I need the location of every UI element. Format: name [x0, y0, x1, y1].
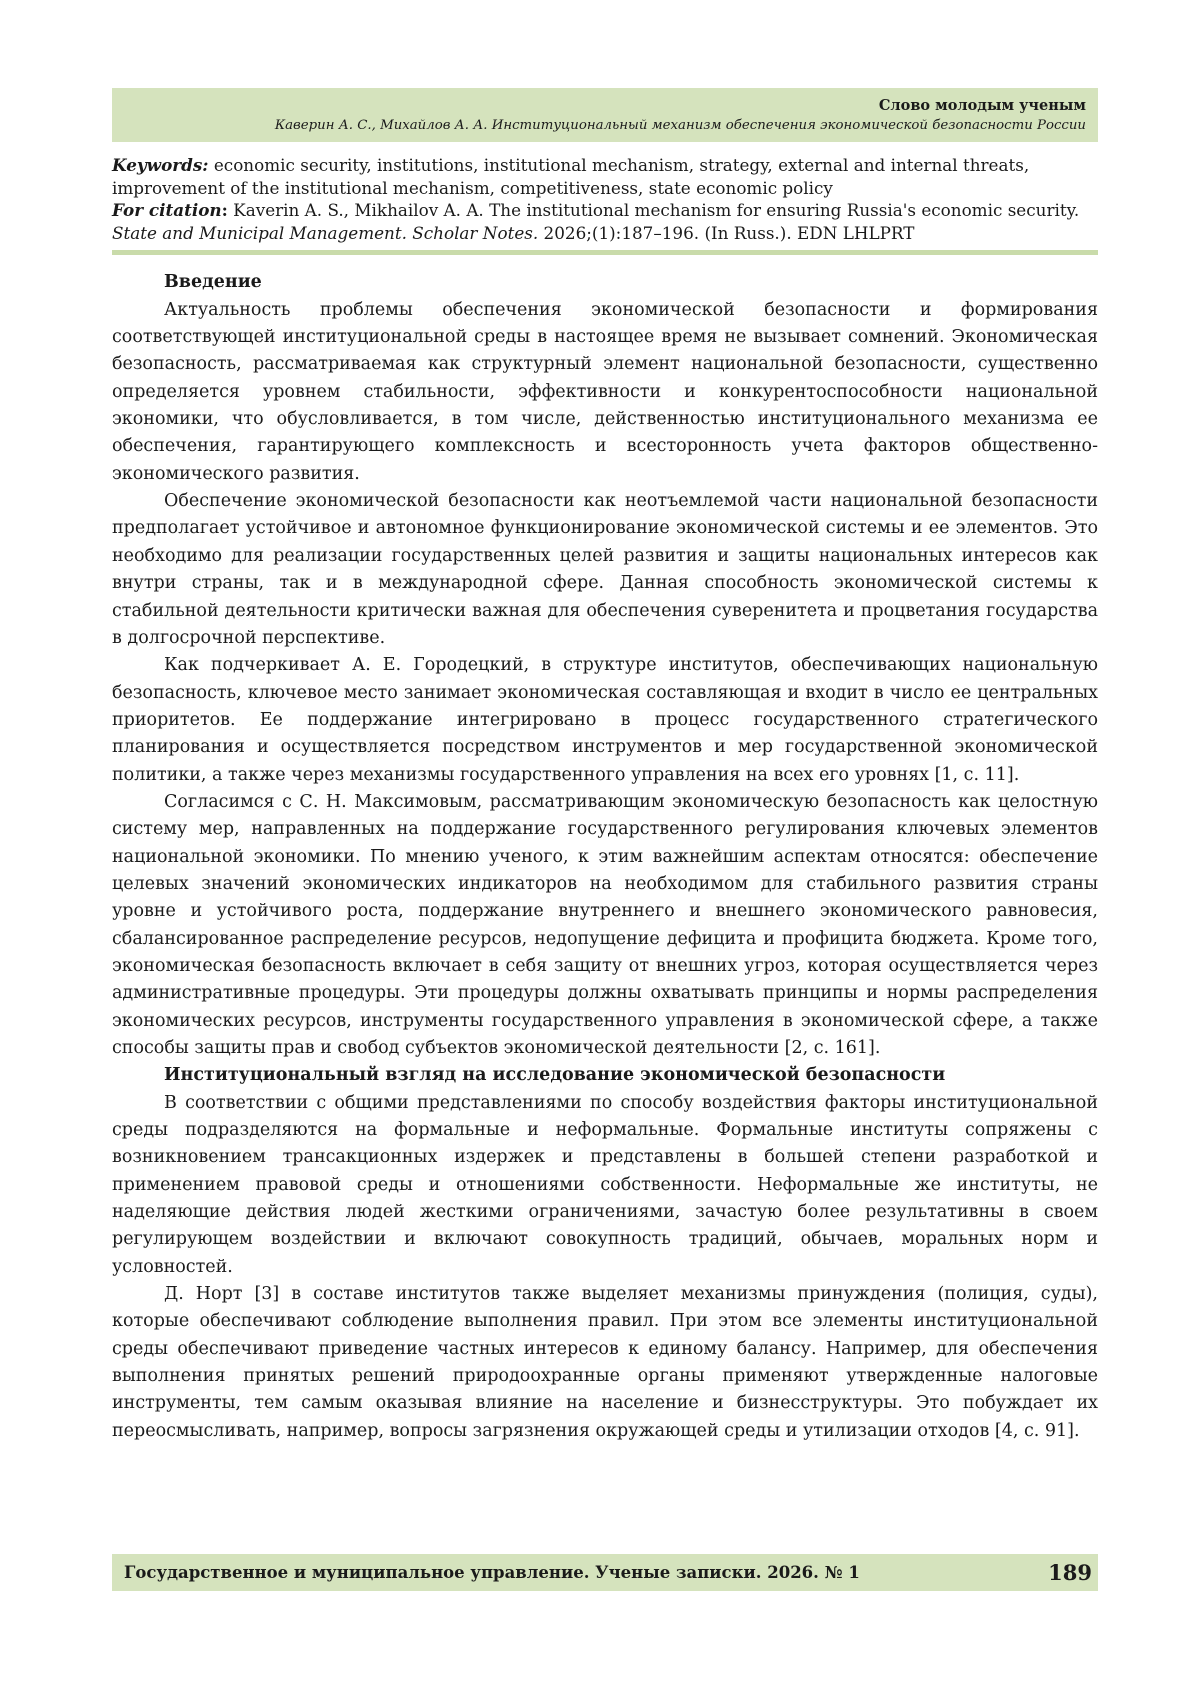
citation-label: For citation	[112, 200, 222, 221]
keywords-block	[112, 154, 1098, 199]
citation-journal: State and Municipal Management. Scholar Notes.	[112, 222, 539, 243]
citation-tail: 2026;(1):187–196. (In Russ.). EDN LHLPRT	[543, 222, 915, 243]
citation-block	[112, 199, 1098, 244]
paragraph: В соответствии с общими представлениями по способу воздействия факторы институциональной среды подразделяются на формальные и неформальные. Формальные институты сопряжены с возникновением трансакционных издержек и представлены в большей степени разработкой и применением правовой среды и отношениями собственности. Неформальные же институты, не наделяющие действия людей жесткими ограничениями, зачастую более результативны в своем регулирующем воздействии и включают совокупность традиций, обычаев, моральных норм и условностей.	[112, 1092, 1098, 1277]
paragraph: Актуальность проблемы обеспечения экономической безопасности и формирования соответствующей институциональной среды в настоящее время не вызывает сомнений. Экономическая безопасность, рассматриваемая как структурный элемент национальной безопасности, существенно определяется уровнем стабильности, эффективности и конкурентоспособности национальной экономики, что обусловливается, в том числе, действенностью институционального механизма ее обеспечения, гарантирующего комплексность и всесторонность учета факторов общественно-экономического развития.	[112, 299, 1098, 484]
citation-text: Kaverin A. S., Mikhailov A. A. The institutional mechanism for ensuring Russia's economic security.	[233, 200, 1080, 221]
page-number: 189	[1048, 1560, 1092, 1585]
citation-colon: :	[221, 200, 228, 221]
running-footer	[112, 1554, 1098, 1591]
article-body	[112, 269, 1098, 1445]
paragraph: Согласимся с С. Н. Максимовым, рассматривающим экономическую безопасность как целостную систему мер, направленных на поддержание государственного регулирования ключевых элементов национальной экономики. По мнению ученого, к этим важнейшим аспектам относятся: обеспечение целевых значений экономических индикаторов на необходимом для стабильного развития страны уровне и устойчивого роста, поддержание внутреннего и внешнего экономического равновесия, сбалансированное распределение ресурсов, недопущение дефицита и профицита бюджета. Кроме того, экономическая безопасность включает в себя защиту от внешних угроз, которая осуществляется через административные процедуры. Эти процедуры должны охватывать принципы и нормы распределения экономических ресурсов, инструменты государственного управления в экономической сфере, а также способы защиты прав и свобод субъектов экономической деятельности [2, с. 161].	[112, 791, 1098, 1058]
journal-title: Государственное и муниципальное управление. Ученые записки. 2026. № 1	[124, 1563, 860, 1582]
running-header	[112, 88, 1098, 142]
article-page	[112, 88, 1098, 1445]
article-reference: Каверин А. С., Михайлов А. А. Институциональный механизм обеспечения экономической безопасности России	[274, 118, 1086, 133]
heading-introduction: Введение	[164, 272, 262, 293]
article-meta	[112, 154, 1098, 244]
keywords-label: Keywords:	[112, 155, 209, 175]
divider	[112, 250, 1098, 255]
paragraph: Д. Норт [3] в составе институтов также выделяет механизмы принуждения (полиция, суды), которые обеспечивают соблюдение выполнения правил. При этом все элементы институциональной среды обеспечивают приведение частных интересов к единому балансу. Например, для обеспечения выполнения принятых решений природоохранные органы применяют утвержденные налоговые инструменты, тем самым оказывая влияние на население и бизнесструктуры. Это побуждает их переосмысливать, например, вопросы загрязнения окружающей среды и утилизации отходов [4, с. 91].	[112, 1284, 1098, 1441]
section-title: Слово молодым ученым	[878, 97, 1086, 114]
heading-institutional-view: Институциональный взгляд на исследование экономической безопасности	[164, 1065, 946, 1086]
keywords-text: economic security, institutions, institutional mechanism, strategy, external and internal threats, improvement of the institutional mechanism, competitiveness, state economic policy	[112, 155, 1030, 198]
paragraph: Как подчеркивает А. Е. Городецкий, в структуре институтов, обеспечивающих национальную безопасность, ключевое место занимает экономическая составляющая и входит в число ее центральных приоритетов. Ее поддержание интегрировано в процесс государственного стратегического планирования и осуществляется посредством инструментов и мер государственной экономической политики, а также через механизмы государственного управления на всех его уровнях [1, с. 11].	[112, 655, 1098, 785]
paragraph: Обеспечение экономической безопасности как неотъемлемой части национальной безопасности предполагает устойчивое и автономное функционирование экономической системы и ее элементов. Это необходимо для реализации государственных целей развития и защиты национальных интересов как внутри страны, так и в международной сфере. Данная способность экономической системы к стабильной деятельности критически важная для обеспечения суверенитета и процветания государства в долгосрочной перспективе.	[112, 491, 1098, 648]
